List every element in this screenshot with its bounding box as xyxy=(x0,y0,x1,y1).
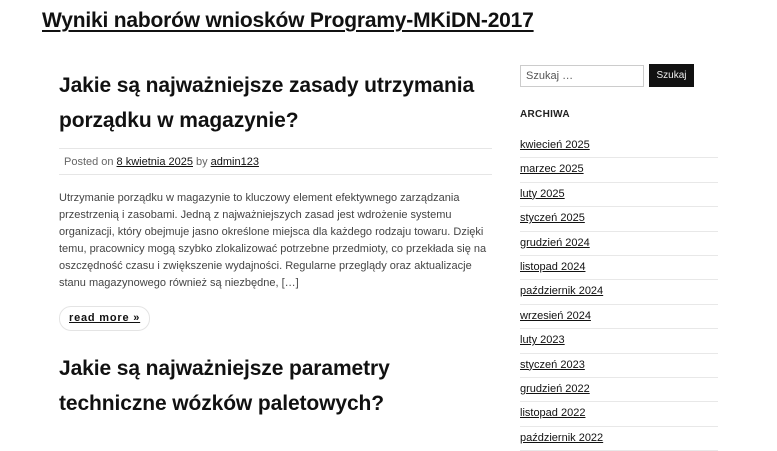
archive-link[interactable]: październik 2022 xyxy=(520,431,604,444)
archive-widget-title: ARCHIWA xyxy=(520,109,570,120)
search-form xyxy=(520,64,718,87)
archive-item xyxy=(520,427,718,451)
archive-list xyxy=(520,134,718,451)
post-author-link[interactable]: admin123 xyxy=(210,155,259,168)
post-title[interactable]: Jakie są najważniejsze zasady utrzymania porządku w magazynie? xyxy=(59,74,475,132)
posted-on-label: Posted on xyxy=(64,155,114,168)
archive-link[interactable]: luty 2023 xyxy=(520,334,565,347)
archive-link[interactable]: styczeń 2025 xyxy=(520,212,585,225)
archive-item xyxy=(520,256,718,280)
archive-link[interactable]: wrzesień 2024 xyxy=(520,309,591,322)
post-meta xyxy=(59,148,492,175)
archive-link[interactable]: luty 2025 xyxy=(520,187,565,200)
archive-link[interactable]: listopad 2022 xyxy=(520,407,586,420)
archive-item xyxy=(520,158,718,182)
archive-item xyxy=(520,280,718,304)
archive-link[interactable]: grudzień 2024 xyxy=(520,236,590,249)
archive-item xyxy=(520,402,718,426)
archive-item xyxy=(520,183,718,207)
by-label: by xyxy=(196,155,208,168)
post-excerpt: Utrzymanie porządku w magazynie to kluczowy element efektywnego zarządzania przestrzenią i zasobami. Jedną z najważniejszych zasad jest wdrożenie systemu organizacji, który obejmuje jasno określone miejsca dla każdego rodzaju towaru. Dzięki temu, pracownicy mogą szybko zlokalizować potrzebne przedmioty, co przekłada się na oszczędność czasu i zwiększenie wydajności. Regularne przeglądy oraz aktualizacje stanu magazynowego również są niezbędne, […] xyxy=(59,192,487,289)
sidebar xyxy=(520,64,718,451)
archive-link[interactable]: listopad 2024 xyxy=(520,260,586,273)
archive-item xyxy=(520,329,718,353)
search-input[interactable] xyxy=(520,65,644,87)
archive-link[interactable]: kwiecień 2025 xyxy=(520,139,590,151)
post-title[interactable]: Jakie są najważniejsze parametry techniczne wózków paletowych? xyxy=(59,357,390,415)
archive-link[interactable]: grudzień 2022 xyxy=(520,382,590,395)
search-button[interactable]: Szukaj xyxy=(649,64,694,87)
archive-link[interactable]: styczeń 2023 xyxy=(520,358,585,371)
archive-item xyxy=(520,354,718,378)
post-article xyxy=(59,68,492,331)
archive-item xyxy=(520,207,718,231)
archive-item xyxy=(520,378,718,402)
post-date-link[interactable]: 8 kwietnia 2025 xyxy=(116,155,193,168)
archive-item xyxy=(520,134,718,158)
archive-link[interactable]: październik 2024 xyxy=(520,285,604,298)
post-article xyxy=(59,351,492,421)
read-more-button[interactable]: read more » xyxy=(59,306,150,331)
site-title[interactable]: Wyniki naborów wniosków Programy-MKiDN-2017 xyxy=(42,9,534,32)
archive-link[interactable]: marzec 2025 xyxy=(520,163,584,176)
archive-item xyxy=(520,232,718,256)
archive-item xyxy=(520,305,718,329)
